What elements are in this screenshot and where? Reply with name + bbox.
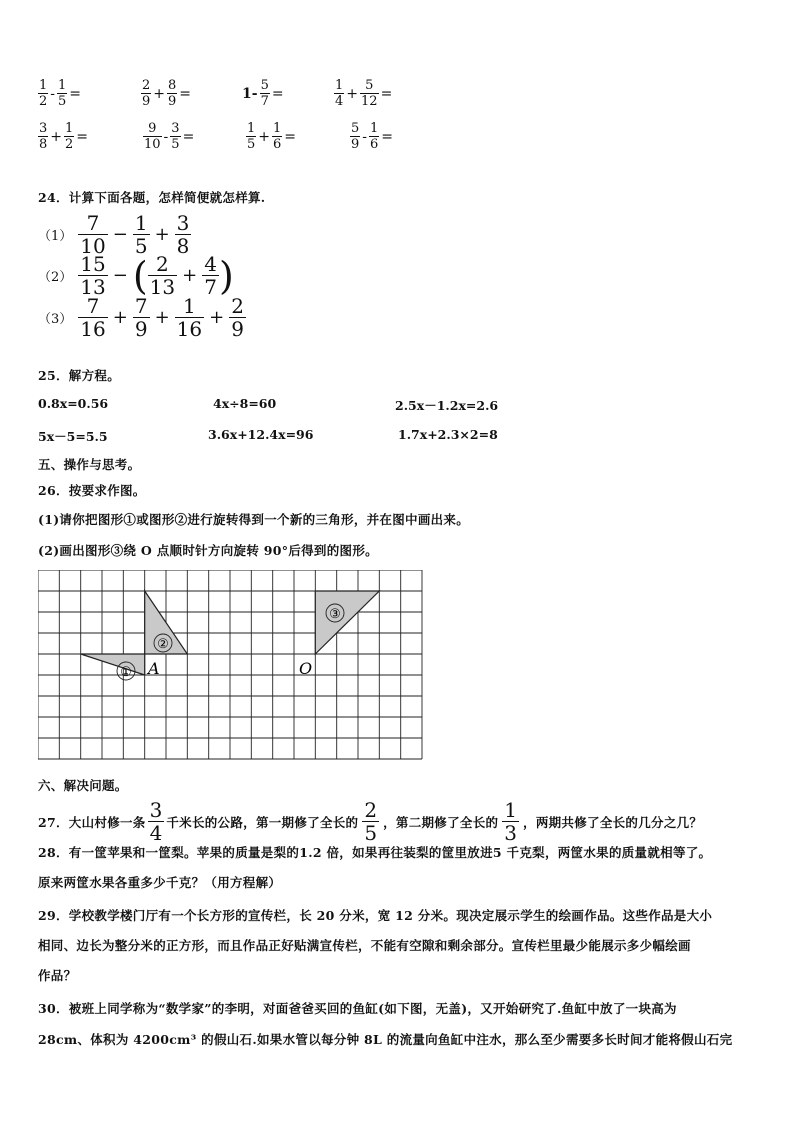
q28-line-1: 28．有一筐苹果和一筐梨。苹果的质量是梨的1.2 倍，如果再往装梨的筐里放进5 千克梨，两筐水果的质量就相等了。 bbox=[38, 845, 712, 860]
equation-4: 5x－5=5.5 bbox=[38, 429, 108, 444]
equation-2: 4x÷8=60 bbox=[213, 396, 277, 411]
q26-title: 26．按要求作图。 bbox=[38, 483, 146, 498]
q26-task-1: (1)请你把图形①或图形②进行旋转得到一个新的三角形，并在图中画出来。 bbox=[38, 512, 470, 527]
oral-item-2: $\frac{2}{9}$ + $\frac{8}{9}$ = bbox=[142, 78, 192, 109]
oral-item-8: $\frac{5}{9}$ - $\frac{1}{6}$ = bbox=[351, 121, 394, 152]
q24-title: 24．计算下面各题，怎样简便就怎样算. bbox=[38, 190, 266, 205]
equation-6: 1.7x+2.3×2=8 bbox=[398, 427, 498, 442]
q30-line-2: 28cm、体积为 4200cm³ 的假山石.如果水管以每分钟 8L 的流量向鱼缸中注水，那么至少需要多长时间才能将假山石完 bbox=[38, 1032, 733, 1047]
rotation-grid-figure bbox=[38, 570, 424, 762]
oral-item-3: 1- $\frac{5}{7}$ = bbox=[242, 78, 284, 109]
section-6-heading: 六、解决问题。 bbox=[38, 778, 128, 793]
q29-line-1: 29．学校教学楼门厅有一个长方形的宣传栏，长 20 分米，宽 12 分米。现决定展示学生的绘画作品。这些作品是大小 bbox=[38, 908, 713, 923]
oral-item-7: $\frac{1}{5}$ + $\frac{1}{6}$ = bbox=[247, 121, 297, 152]
q30-line-1: 30．被班上同学称为“数学家”的李明，对面爸爸买回的鱼缸(如下图，无盖)，又开始研究了.鱼缸中放了一块高为 bbox=[38, 1001, 677, 1016]
point-o-label: O bbox=[299, 659, 313, 678]
equation-1: 0.8x=0.56 bbox=[38, 396, 109, 411]
oral-item-1: $\frac{1}{2}$ - $\frac{1}{5}$ = bbox=[39, 78, 82, 109]
q29-line-2: 相同、边长为整分米的正方形，而且作品正好贴满宣传栏，不能有空隙和剩余部分。宣传栏里最少能展示多少幅绘画 bbox=[38, 938, 691, 953]
oral-item-5: $\frac{3}{8}$ + $\frac{1}{2}$ = bbox=[39, 121, 89, 152]
q24-part1: （1） $\frac{7}{10}$ − $\frac{1}{5}$ + $\frac{3}{8}$ bbox=[38, 211, 190, 258]
equation-5: 3.6x+12.4x=96 bbox=[208, 427, 314, 442]
shape-3-triangle bbox=[315, 591, 379, 654]
oral-item-4: $\frac{1}{4}$ + $\frac{5}{12}$ = bbox=[335, 78, 393, 109]
point-a-label: A bbox=[148, 659, 160, 678]
shape-2-label: ② bbox=[157, 637, 169, 652]
oral-item-6: $\frac{9}{10}$ - $\frac{3}{5}$ = bbox=[144, 121, 195, 152]
shape-3-label: ③ bbox=[329, 607, 341, 622]
equation-3: 2.5x－1.2x=2.6 bbox=[395, 398, 499, 413]
q28-line-2: 原来两筐水果各重多少千克？（用方程解） bbox=[38, 875, 282, 890]
shape-1-label: ① bbox=[120, 665, 132, 680]
q25-title: 25．解方程。 bbox=[38, 368, 120, 383]
section-5-heading: 五、操作与思考。 bbox=[38, 457, 141, 472]
q24-part2: （2） $\frac{15}{13}$ − ( $\frac{2}{13}$ + $\frac{4}{7}$ ) bbox=[38, 252, 234, 299]
q26-task-2: (2)画出图形③绕 O 点顺时针方向旋转 90°后得到的图形。 bbox=[38, 543, 378, 558]
q27-text: 27．大山村修一条 $\frac{3}{4}$ 千米长的公路，第一期修了全长的 $\frac{2}{5}$ ，第二期修了全长的 $\frac{1}{3}$ ，两期共修了全长的几分之几？ bbox=[38, 798, 703, 845]
q24-part3: （3） $\frac{7}{16}$ + $\frac{7}{9}$ + $\frac{1}{16}$ + $\frac{2}{9}$ bbox=[38, 294, 244, 341]
q29-line-3: 作品？ bbox=[38, 968, 77, 983]
